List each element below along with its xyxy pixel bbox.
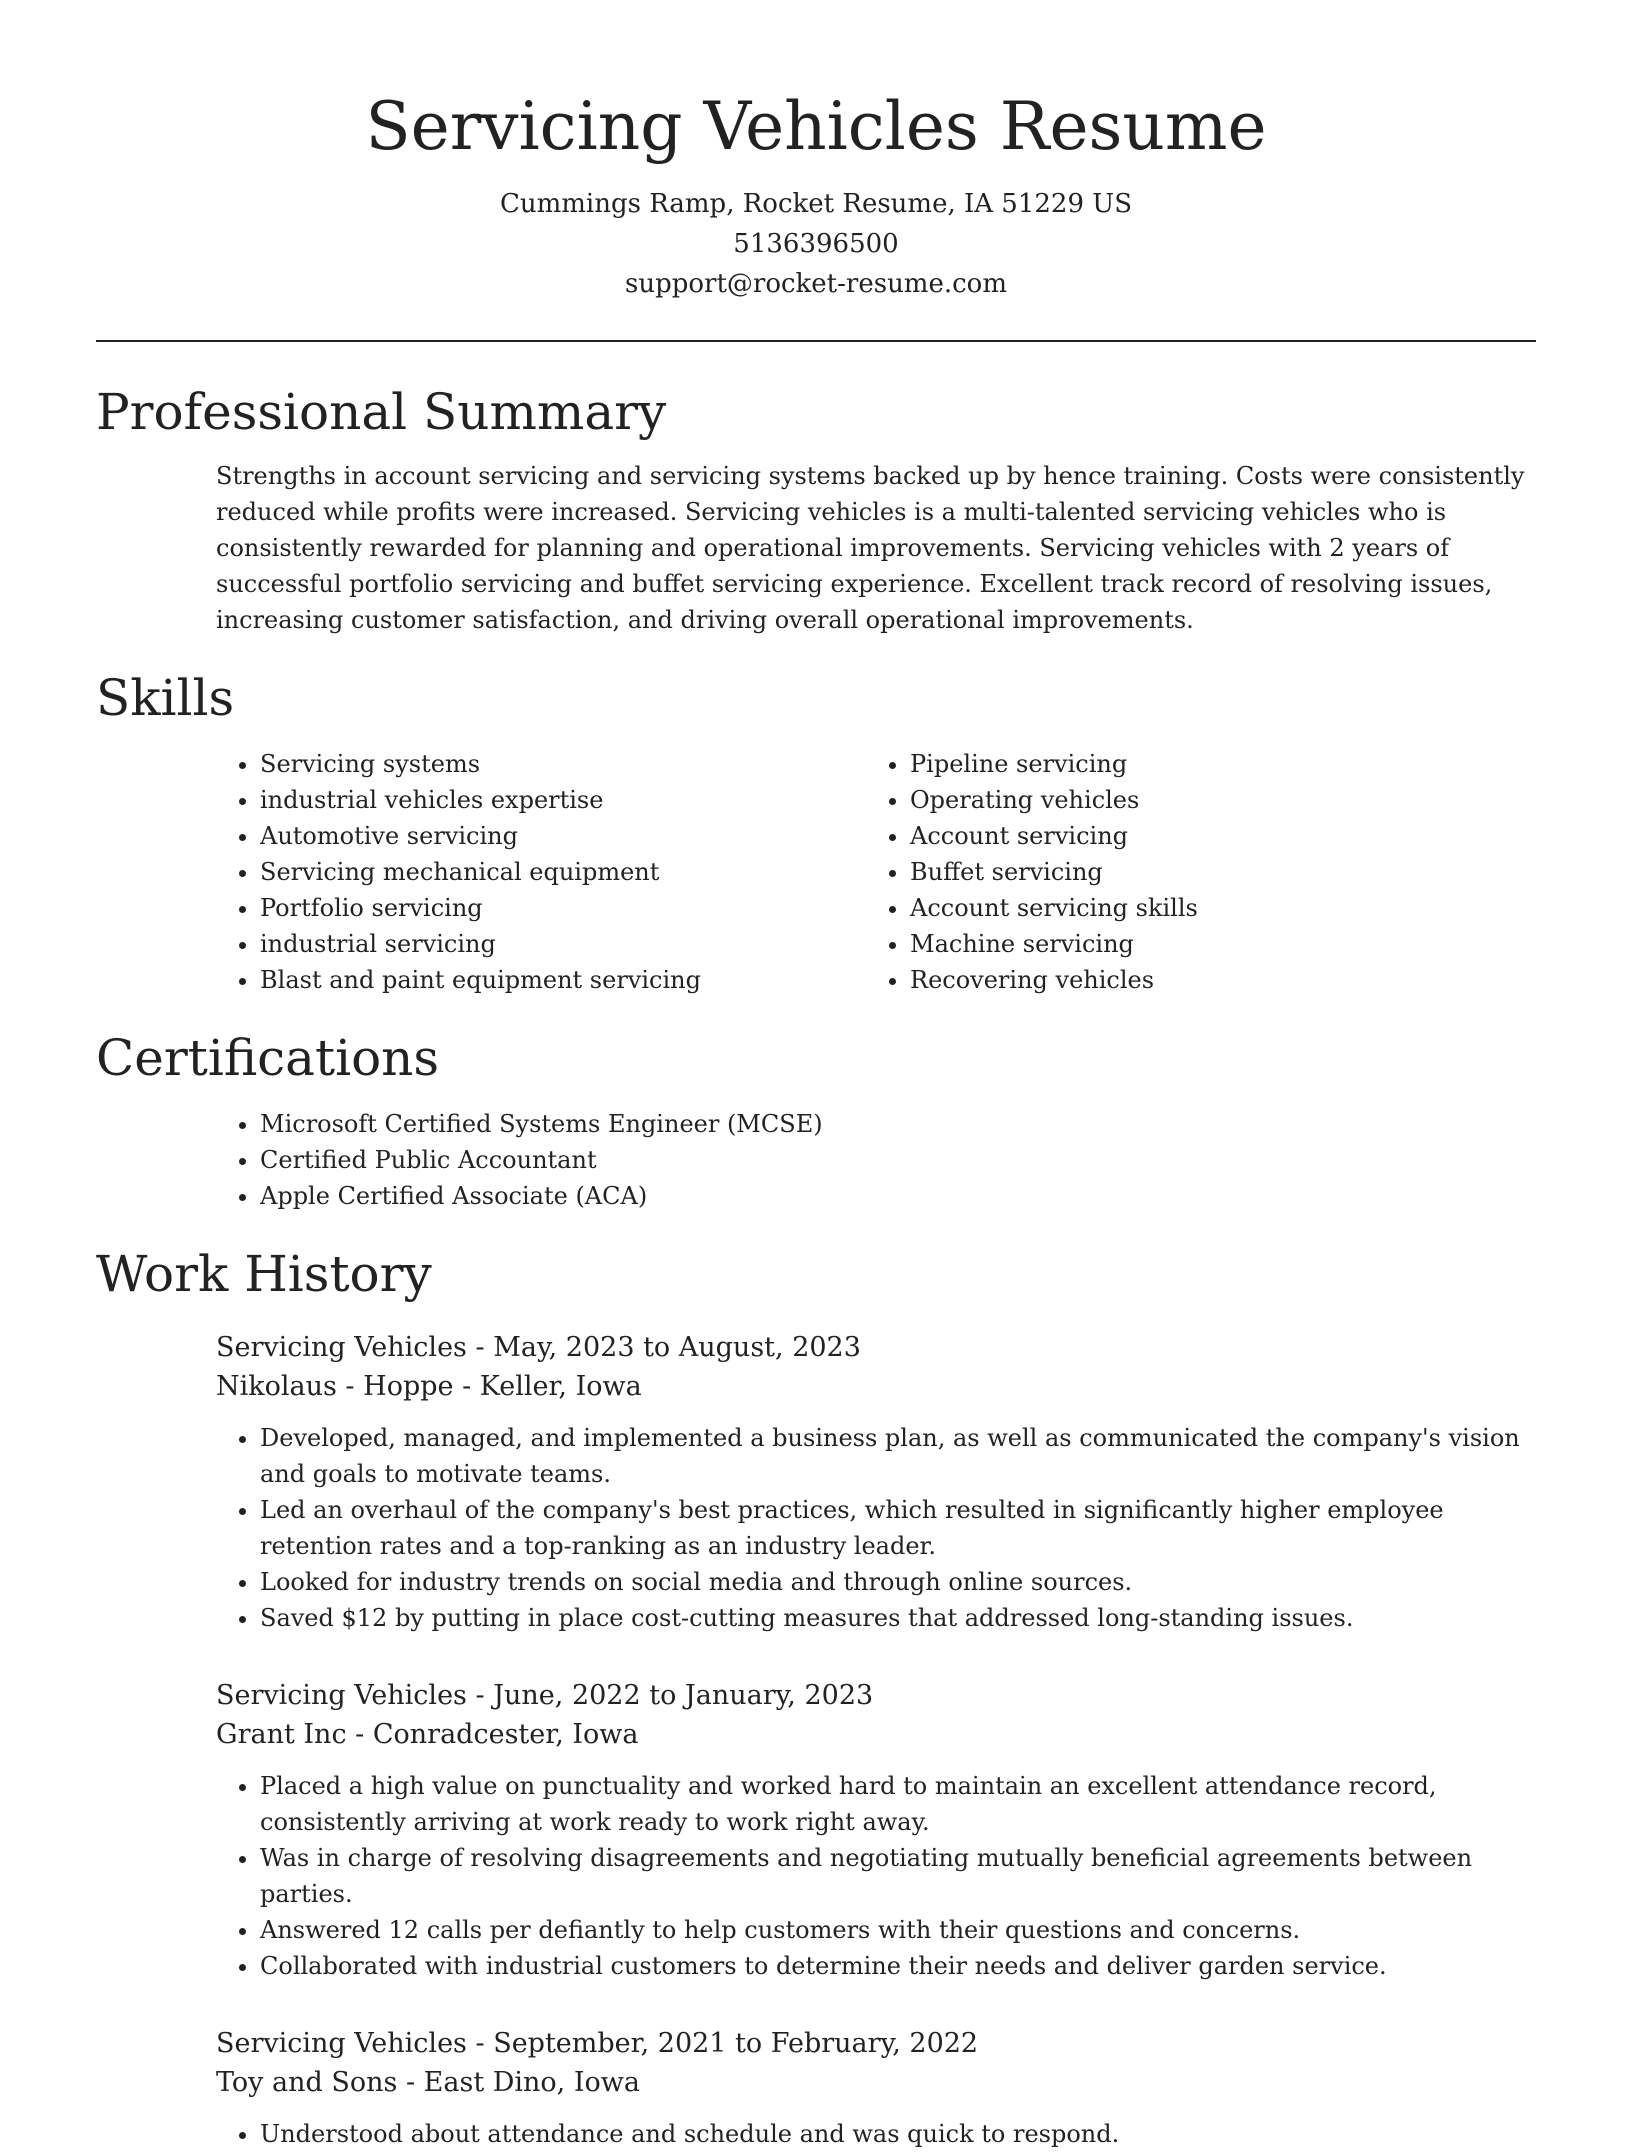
job-bullet: • Developed, managed, and implemented a business plan, as well as communicated the company's vision and goals to motivate teams. [260,1420,1536,1492]
certification-item: • Apple Certified Associate (ACA) [260,1178,1536,1214]
job-company-line: Nikolaus - Hoppe - Keller, Iowa [216,1371,642,1402]
job-bullet: • Answered 12 calls per defiantly to help customers with their questions and concerns. [260,1912,1536,1948]
skill-item: • industrial servicing [260,926,866,962]
job-title-line: Servicing Vehicles - June, 2022 to January, 2023 [216,1680,874,1711]
skill-item: • Servicing systems [260,746,866,782]
skills-list-right [866,746,1516,998]
job-company: Toy and Sons [216,2067,398,2098]
contact-phone: 5136396500 [733,229,899,259]
summary-text: Strengths in account servicing and servicing systems backed up by hence training. Costs were consistently reduced while profits were increased. Servicing vehicles is a multi-talented servicing vehicles who is consistently rewarded for planning and operational improvements. Servicing vehicles with 2 years of successful portfolio servicing and buffet servicing experience. Excellent track record of resolving issues, increasing customer satisfaction, and driving overall operational improvements. [216,462,1525,634]
job-company: Nikolaus - Hoppe [216,1371,454,1402]
certifications-list [216,1106,1536,1214]
job-location: East Dino, Iowa [423,2067,640,2098]
summary-heading: Professional Summary [96,383,667,441]
skills-list-left [216,746,866,998]
skills-column-left [216,746,866,998]
job-bullet: • Led an overhaul of the company's best practices, which resulted in significantly higher employee retention rates and a top-ranking as an industry leader. [260,1492,1536,1564]
job-bullet: • Collaborated with industrial customers to determine their needs and deliver garden service. [260,1948,1536,1984]
certifications-section [96,1026,1536,1214]
certifications-heading: Certifications [96,1029,440,1087]
skill-item: • Automotive servicing [260,818,866,854]
job-bullets [216,1768,1536,1984]
job-entry [216,1676,1536,1984]
skill-item: • Machine servicing [910,926,1516,962]
contact-block [0,184,1632,304]
job-bullet: • Was in charge of resolving disagreements and negotiating mutually beneficial agreements between parties. [260,1840,1536,1912]
resume-header [0,0,1632,304]
work-history-section [96,1242,1536,2152]
job-dates: May, 2023 to August, 2023 [493,1332,861,1363]
skill-item: • Account servicing [910,818,1516,854]
certification-item: • Microsoft Certified Systems Engineer (MCSE) [260,1106,1536,1142]
skill-item: • Buffet servicing [910,854,1516,890]
job-title-line: Servicing Vehicles - September, 2021 to February, 2022 [216,2028,979,2059]
resume-title: Servicing Vehicles Resume [365,88,1267,165]
skill-item: • Portfolio servicing [260,890,866,926]
job-bullet: • Saved $12 by putting in place cost-cutting measures that addressed long-standing issues. [260,1600,1536,1636]
header-divider [96,340,1536,342]
skill-item: • Servicing mechanical equipment [260,854,866,890]
skill-item: • Recovering vehicles [910,962,1516,998]
work-history-heading: Work History [96,1245,432,1303]
job-title: Servicing Vehicles [216,1332,467,1363]
skill-item: • industrial vehicles expertise [260,782,866,818]
skill-item: • Pipeline servicing [910,746,1516,782]
contact-address: Cummings Ramp, Rocket Resume, IA 51229 US [499,189,1133,219]
job-location: Keller, Iowa [479,1371,642,1402]
job-bullet: • Looked for industry trends on social media and through online sources. [260,1564,1536,1600]
skills-section [96,666,1536,998]
job-dates: September, 2021 to February, 2022 [493,2028,979,2059]
job-dates: June, 2022 to January, 2023 [493,1680,874,1711]
job-entry [216,2024,1536,2152]
job-location: Conradcester, Iowa [372,1719,639,1750]
job-bullets [216,1420,1536,1636]
certification-item: • Certified Public Accountant [260,1142,1536,1178]
job-company-line: Grant Inc - Conradcester, Iowa [216,1719,639,1750]
contact-email: support@rocket-resume.com [624,269,1007,299]
skill-item: • Blast and paint equipment servicing [260,962,866,998]
job-title-line: Servicing Vehicles - May, 2023 to August, 2023 [216,1332,861,1363]
job-title: Servicing Vehicles [216,2028,467,2059]
skills-grid [216,746,1536,998]
job-bullets [216,2116,1536,2152]
job-title: Servicing Vehicles [216,1680,467,1711]
skills-column-right [866,746,1516,998]
skill-item: • Operating vehicles [910,782,1516,818]
job-company: Grant Inc [216,1719,347,1750]
skill-item: • Account servicing skills [910,890,1516,926]
job-bullet: • Understood about attendance and schedule and was quick to respond. [260,2116,1536,2152]
skills-heading: Skills [96,669,235,727]
summary-section [96,380,1536,638]
job-company-line: Toy and Sons - East Dino, Iowa [216,2067,640,2098]
job-entry [216,1328,1536,1636]
job-bullet: • Placed a high value on punctuality and worked hard to maintain an excellent attendance record, consistently arriving at work ready to work right away. [260,1768,1536,1840]
